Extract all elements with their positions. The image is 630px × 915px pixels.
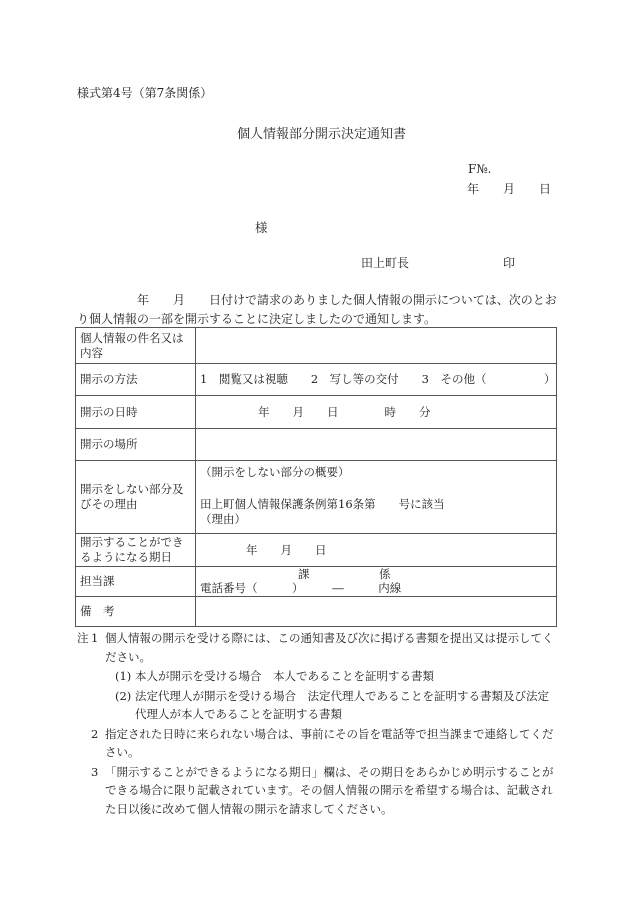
label-available-date: 開示することができるようになる期日 (76, 534, 196, 567)
row-remarks (76, 597, 557, 627)
note-1-2-number: (2) (115, 688, 132, 703)
note-1-1 (77, 667, 557, 686)
recipient-honorific: 様 (255, 220, 268, 235)
contact-phone: 電話番号（ ） ― 内線 (200, 581, 402, 595)
label-subject: 個人情報の件名又は内容 (76, 328, 196, 364)
intro-paragraph: 年 月 日付けで請求のありました個人情報の開示については、次のとおり個人情報の一部を開示することに決定しましたので通知します。 (77, 293, 557, 326)
notes-section (77, 629, 557, 818)
value-remarks (196, 597, 557, 627)
row-datetime (76, 396, 557, 429)
value-available-date (196, 534, 557, 567)
seal-mark: 印 (503, 256, 516, 270)
document-title: 個人情報部分開示決定通知書 (237, 127, 407, 142)
note-1-2 (77, 687, 557, 724)
contact-section: 課 (298, 567, 310, 581)
value-datetime (196, 396, 557, 429)
label-place: 開示の場所 (76, 429, 196, 461)
note-2-number: 2 (91, 726, 99, 741)
note-1-1-text: 本人が開示を受ける場合 本人であることを証明する書類 (135, 669, 434, 683)
note-2-text: 指定された日時に来られない場合は、事前にその旨を電話等で担当課まで連絡してください。 (105, 726, 554, 759)
label-non-disclosed: 開示をしない部分及びその理由 (76, 461, 196, 534)
value-method: 1 閲覧又は視聴 2 写し等の交付 3 その他（ ） (196, 364, 557, 396)
sender-name: 田上町長 (361, 256, 410, 270)
note-1 (77, 629, 557, 666)
label-method: 開示の方法 (76, 364, 196, 396)
non-disclosed-reason: （理由） (200, 512, 246, 526)
row-place (76, 429, 557, 461)
value-non-disclosed (196, 461, 557, 534)
note-1-2-text: 法定代理人が開示を受ける場合 法定代理人であることを証明する書類及び法定代理人が本人であることを証明する書類 (135, 688, 549, 721)
form-number-label: 様式第4号（第7条関係） (77, 86, 213, 100)
label-remarks: 備 考 (76, 597, 196, 627)
row-non-disclosed (76, 461, 557, 534)
note-3 (77, 763, 557, 819)
value-contact (196, 567, 557, 597)
non-disclosed-clause: 田上町個人情報保護条例第16条第 号に該当 (200, 497, 445, 511)
notes-prefix: 注 (77, 631, 89, 645)
document-number: F№. (468, 162, 492, 176)
note-2 (77, 725, 557, 762)
document-date: 年 月 日 (467, 182, 552, 196)
label-contact: 担当課 (76, 567, 196, 597)
contact-subsection: 係 (379, 567, 391, 581)
value-datetime-text: 年 月 日 時 分 (258, 404, 431, 419)
row-method (76, 364, 557, 396)
row-subject (76, 328, 557, 364)
note-1-number: 1 (91, 631, 99, 645)
note-1-text: 個人情報の開示を受ける際には、この通知書及び次に掲げる書類を提出又は提示してください。 (105, 631, 554, 664)
non-disclosed-summary: （開示をしない部分の概要） (200, 465, 350, 479)
label-datetime: 開示の日時 (76, 396, 196, 429)
value-subject (196, 328, 557, 364)
note-3-number: 3 (91, 764, 99, 779)
note-1-1-number: (1) (115, 669, 132, 683)
value-available-date-text: 年 月 日 (246, 542, 327, 557)
value-place (196, 429, 557, 461)
disclosure-table (75, 327, 557, 627)
row-contact (76, 567, 557, 597)
note-3-text: 「開示することができるようになる期日」欄は、その期日をあらかじめ明示することができる場合に限り記載されています。その個人情報の開示を希望する場合は、記載された日以後に改めて個人情報の開示を請求してください。 (105, 764, 554, 816)
row-available-date (76, 534, 557, 567)
